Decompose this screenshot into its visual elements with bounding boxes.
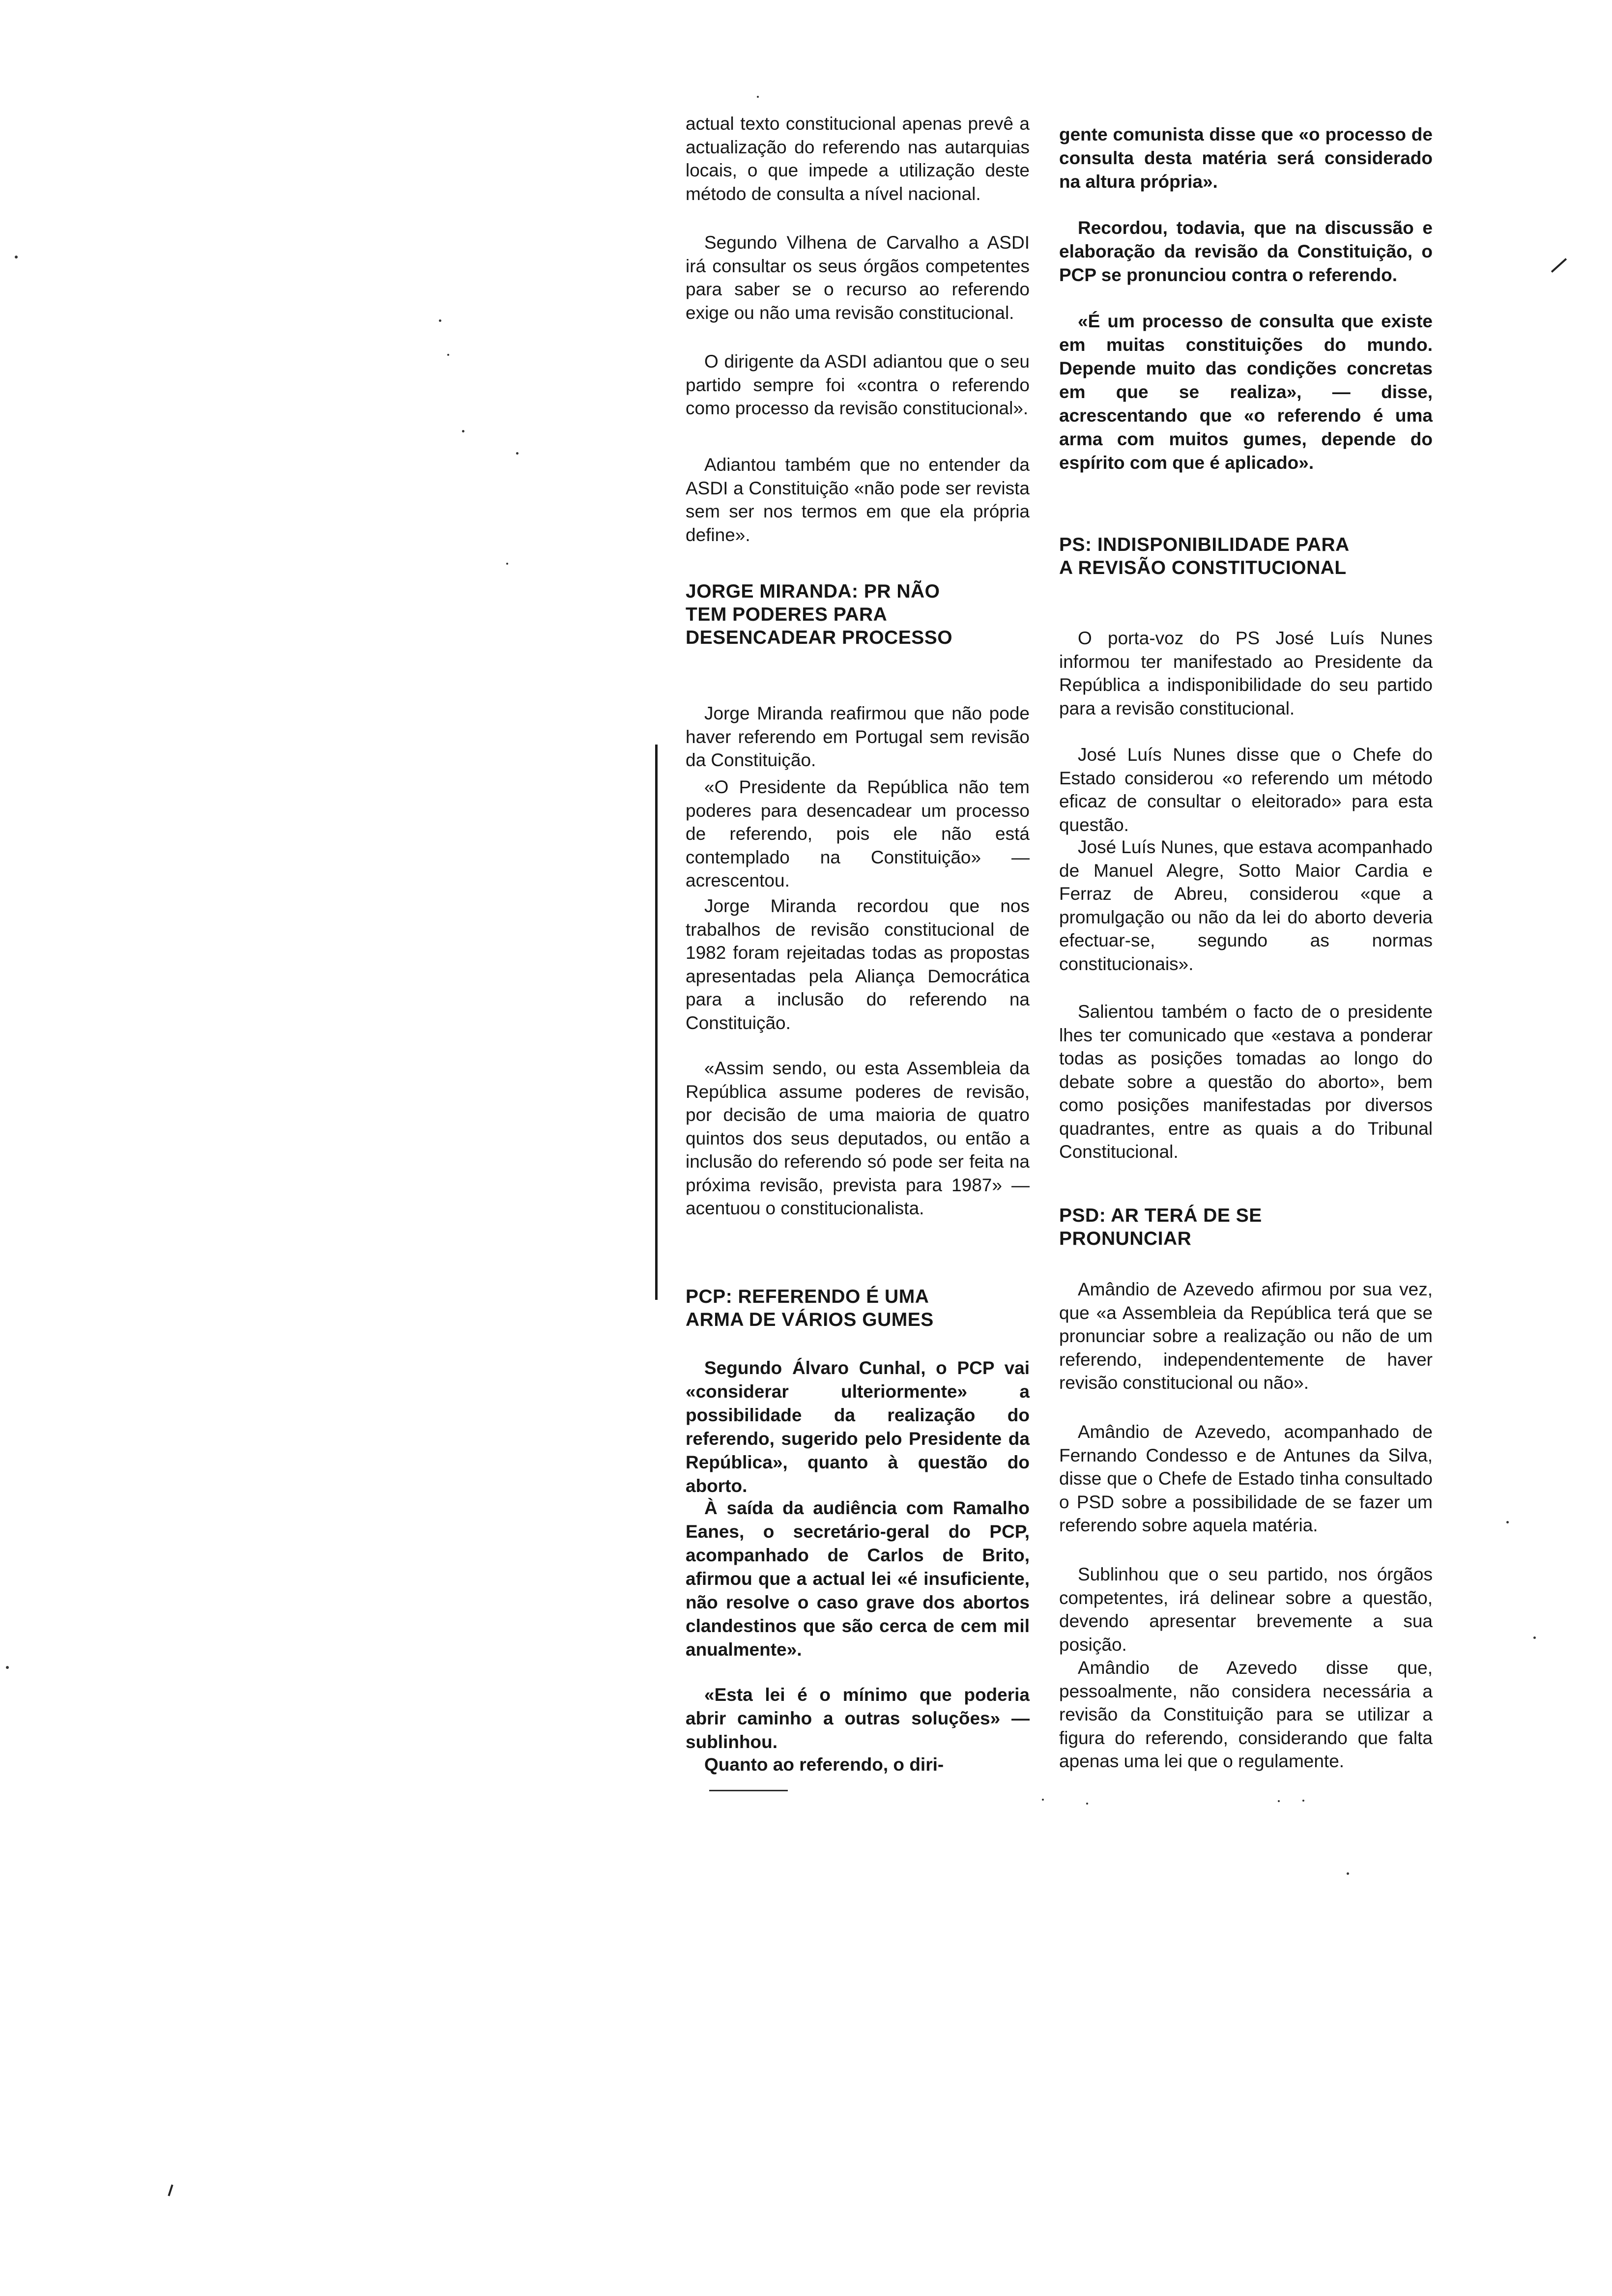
paragraph: O porta-voz do PS José Luís Nunes informou ter manifestado ao Presidente da República a indisponibilidade do seu partido para a revisão constitucional. bbox=[1059, 628, 1433, 718]
paragraph: «Esta lei é o mínimo que poderia abrir caminho a outras soluções» — sublinhou. bbox=[686, 1685, 1030, 1752]
paragraph: Recordou, todavia, que na discussão e elaboração da revisão da Constituição, o PCP se pronunciou contra o referendo. bbox=[1059, 218, 1433, 285]
scan-speck bbox=[1347, 1872, 1349, 1875]
scan-speck bbox=[1506, 1521, 1509, 1523]
scan-speck bbox=[6, 1666, 9, 1669]
paragraph: Sublinhou que o seu partido, nos órgãos competentes, irá delinear sobre a questão, devendo apresentar brevemente a sua posição. bbox=[1059, 1564, 1433, 1655]
paragraph: «O Presidente da República não tem poderes para desencadear um processo de referendo, pois ele não está contemplado na Constituição» — acrescentou. bbox=[686, 777, 1030, 890]
paragraph: actual texto constitucional apenas prevê a actualização do referendo nas autarquias locais, o que impede a utilização deste método de consulta a nível nacional. bbox=[686, 114, 1030, 204]
column-end-rule bbox=[709, 1790, 788, 1791]
paragraph: Quanto ao referendo, o diri- bbox=[704, 1754, 944, 1775]
paragraph: Amândio de Azevedo, acompanhado de Fernando Condesso e de Antunes da Silva, disse que o Chefe de Estado tinha consultado o PSD sobre a possibilidade de se fazer um referendo sobre aquela matéria. bbox=[1059, 1422, 1433, 1535]
section-heading-ps: PS: INDISPONIBILIDADE PARA A REVISÃO CONSTITUCIONAL bbox=[1059, 534, 1349, 578]
paragraph: À saída da audiência com Ramalho Eanes, o secretário-geral do PCP, acompanhado de Carlos de Brito, afirmou que a actual lei «é insuficiente, não resolve o caso grave dos abortos clandestinos que são cerca de cem mil anualmente». bbox=[686, 1498, 1030, 1660]
paragraph: Adiantou também que no entender da ASDI a Constituição «não pode ser revista sem ser nos termos em que ela própria define». bbox=[686, 455, 1030, 545]
section-heading-jorge-miranda: JORGE MIRANDA: PR NÃO TEM PODERES PARA DESENCADEAR PROCESSO bbox=[686, 581, 953, 648]
scan-mark bbox=[168, 2184, 173, 2196]
scan-speck bbox=[1533, 1636, 1536, 1639]
section-heading-pcp: PCP: REFERENDO É UMA ARMA DE VÁRIOS GUMES bbox=[686, 1286, 934, 1330]
scan-speck bbox=[1278, 1800, 1280, 1802]
scan-speck bbox=[15, 256, 18, 258]
scan-speck bbox=[516, 452, 518, 455]
scan-speck bbox=[506, 563, 508, 565]
paragraph: «É um processo de consulta que existe em muitas constituições do mundo. Depende muito das condições concretas em que se realiza», — disse, acrescentando que «o referendo é uma arma com muitos gumes, depende do espírito com que é aplicado». bbox=[1059, 311, 1433, 473]
section-heading-psd: PSD: AR TERÁ DE SE PRONUNCIAR bbox=[1059, 1205, 1262, 1249]
paragraph: José Luís Nunes disse que o Chefe do Estado considerou «o referendo um método eficaz de consultar o eleitorado» para esta questão. bbox=[1059, 745, 1433, 835]
paragraph: O dirigente da ASDI adiantou que o seu partido sempre foi «contra o referendo como processo da revisão constitucional». bbox=[686, 351, 1030, 418]
paragraph: Salientou também o facto de o presidente lhes ter comunicado que «estava a ponderar todas as posições tomadas ao longo do debate sobre a questão do aborto», bem como posições manifestadas por diversos quadrantes, entre as quais a do Tribunal Constitucional. bbox=[1059, 1002, 1433, 1162]
paragraph: Jorge Miranda recordou que nos trabalhos de revisão constitucional de 1982 foram rejeitadas todas as propostas apresentadas pela Aliança Democrática para a inclusão do referendo na Constituição. bbox=[686, 896, 1030, 1033]
paragraph: Amândio de Azevedo afirmou por sua vez, que «a Assembleia da República terá que se pronunciar sobre a realização ou não de um referendo, independentemente de haver revisão constitucional ou não». bbox=[1059, 1279, 1433, 1393]
scan-speck bbox=[757, 96, 759, 98]
scan-speck bbox=[1086, 1803, 1088, 1805]
scan-speck bbox=[439, 319, 441, 322]
scan-speck bbox=[462, 430, 464, 432]
paragraph: Jorge Miranda reafirmou que não pode haver referendo em Portugal sem revisão da Constituição. bbox=[686, 703, 1030, 770]
paragraph: «Assim sendo, ou esta Assembleia da República assume poderes de revisão, por decisão de uma maioria de quatro quintos dos seus deputados, ou então a inclusão do referendo só pode ser feita na próxima revisão, prevista para 1987» — acentuou o constitucionalista. bbox=[686, 1058, 1030, 1218]
paragraph: Segundo Vilhena de Carvalho a ASDI irá consultar os seus órgãos competentes para saber se o recurso ao referendo exige ou não uma revisão constitucional. bbox=[686, 232, 1030, 323]
scan-speck bbox=[447, 354, 449, 356]
paragraph: Segundo Álvaro Cunhal, o PCP vai «considerar ulteriormente» a possibilidade da realização do referendo, sugerido pelo Presidente da República», quanto à questão do aborto. bbox=[686, 1358, 1030, 1496]
paragraph: Amândio de Azevedo disse que, pessoalmente, não considera necessária a revisão da Constituição para se utilizar a figura do referendo, considerando que falta apenas uma lei que o regulamente. bbox=[1059, 1658, 1433, 1771]
margin-rule bbox=[655, 745, 658, 1300]
paragraph: José Luís Nunes, que estava acompanhado de Manuel Alegre, Sotto Maior Cardia e Ferraz de Abreu, considerou «que a promulgação ou não da lei do aborto deveria efectuar-se, segundo as normas constitucionais». bbox=[1059, 837, 1433, 974]
scan-speck bbox=[1042, 1799, 1044, 1801]
scan-speck bbox=[1302, 1800, 1304, 1802]
paragraph: gente comunista disse que «o processo de consulta desta matéria será considerado na altura própria». bbox=[1059, 124, 1433, 192]
scan-mark bbox=[1551, 258, 1567, 273]
